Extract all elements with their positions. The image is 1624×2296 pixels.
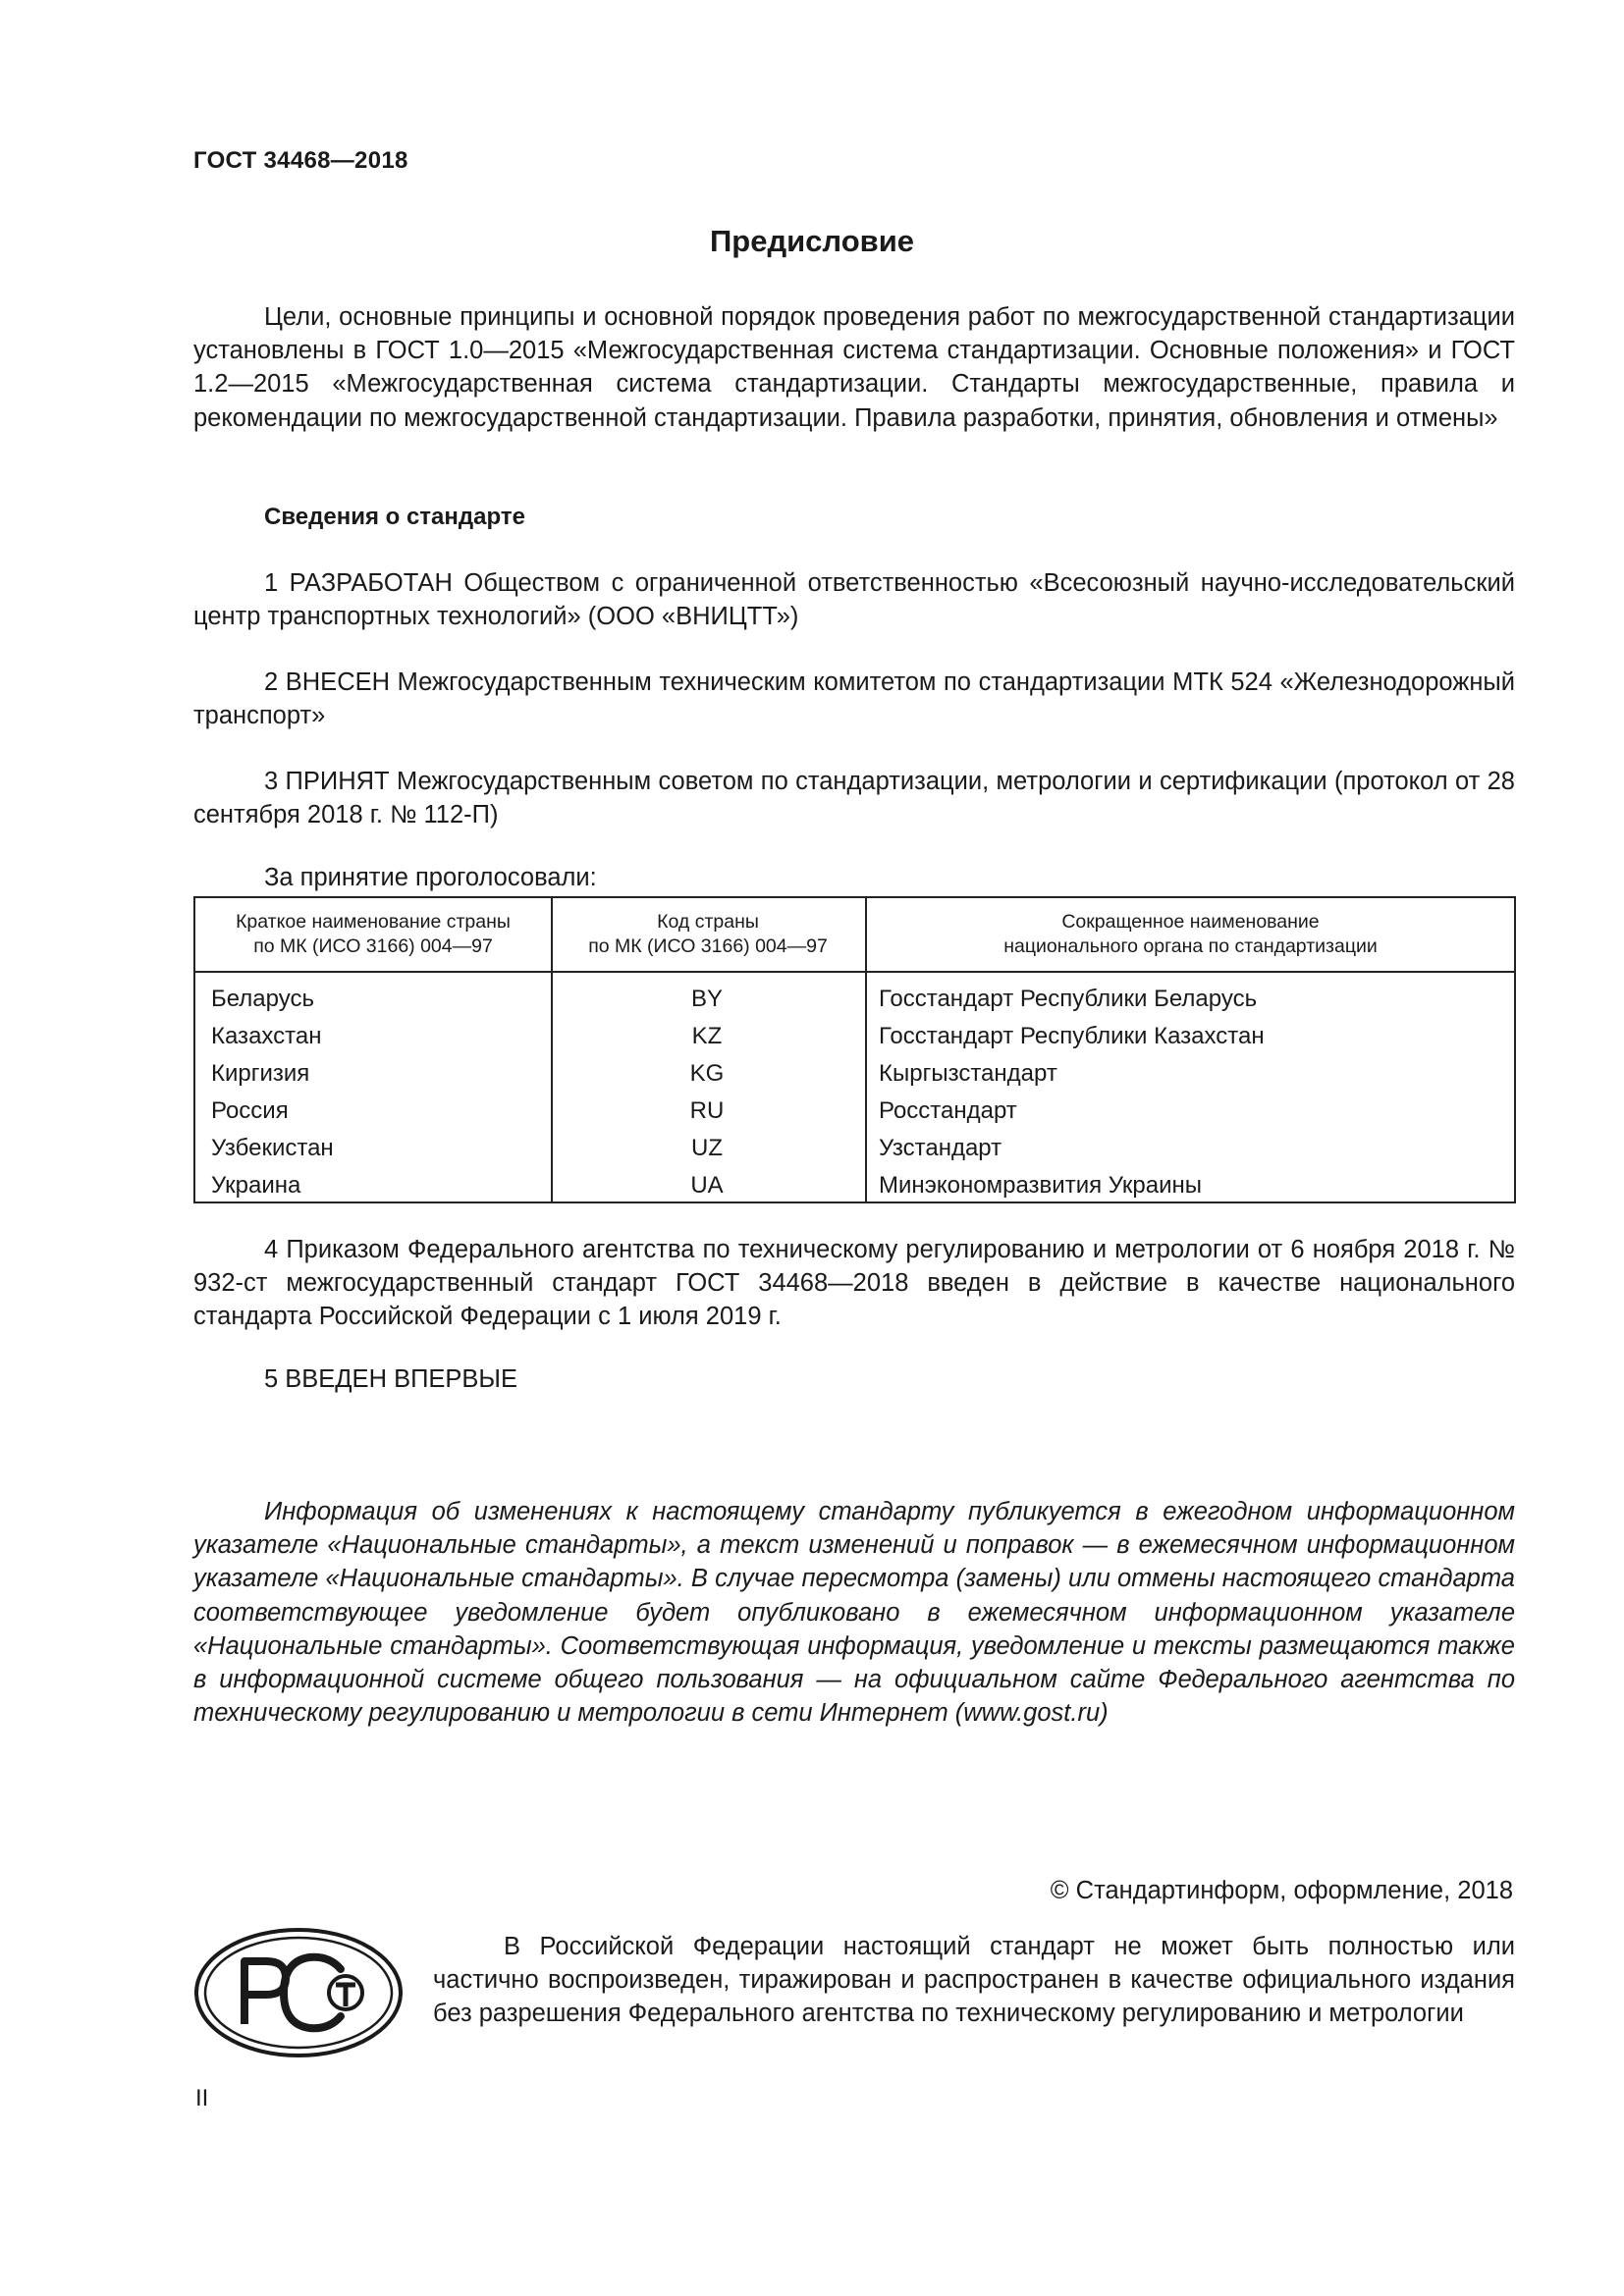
table-header-code-line1: Код страны — [657, 911, 759, 933]
intro-text: Цели, основные принципы и основной порядок проведения работ по межгосударственной стандартизации установлены в ГОСТ 1.0—2015 «Межгосударственная система стандартизации. Основные положения» и ГОСТ 1.2—2015 «Межгосударственная система стандартизации. Стандарты межгосударственные, правила и рекомендации по межгосударственной стандартизации. Правила разработки, принятия, обновления и отмены» — [193, 303, 1515, 432]
info-note-text: Информация об изменениях к настоящему стандарту публикуется в ежегодном информационном указателе «Национальные стандарты», а текст изменений и поправок — в ежемесячном информационном указателе «Национальные стандарты». В случае пересмотра (замены) или отмены настоящего стандарта соответствующее уведомление будет опубликовано в ежемесячном информационном указателе «Национальные стандарты». Соответствующая информация, уведомление и тексты размещаются также в информационной системе общего пользования — на официальном сайте Федерального агентства по техническому регулированию и метрологии в сети Интернет (www.gost.ru) — [193, 1498, 1515, 1728]
table-cell-code: UZ — [691, 1135, 723, 1161]
page-title: Предисловие — [709, 224, 914, 258]
intro-paragraph — [193, 300, 1515, 435]
table-header-code-line2: по МК (ИСО 3166) 004—97 — [588, 935, 828, 957]
table-row — [195, 1130, 1514, 1167]
table-cell-country: Узбекистан — [211, 1135, 334, 1161]
table-header-body — [865, 910, 1516, 959]
item-developed — [193, 566, 1515, 633]
table-row — [195, 1018, 1514, 1055]
standard-info-heading: Сведения о стандарте — [264, 504, 525, 530]
item-developed-text: 1 РАЗРАБОТАН Обществом с ограниченной ответственностью «Всесоюзный научно-исследовательский центр транспортных технологий» (ООО «ВНИЦТТ») — [193, 569, 1515, 631]
table-cell-country: Украина — [211, 1172, 301, 1199]
table-row — [195, 1093, 1514, 1130]
info-note — [193, 1495, 1515, 1730]
document-code: ГОСТ 34468—2018 — [193, 147, 408, 174]
copyright-notice: © Стандартинформ, оформление, 2018 — [1050, 1877, 1513, 1904]
rights-notice-text: В Российской Федерации настоящий стандарт не может быть полностью или частично воспроизведен, тиражирован и распространен в качестве официального издания без разрешения Федерального агентства по техническому регулированию и метрологии — [433, 1933, 1515, 2028]
voted-label: За принятие проголосовали: — [264, 864, 597, 891]
rst-certification-mark-icon — [193, 1926, 405, 2059]
table-cell-code: BY — [690, 986, 723, 1012]
table-cell-code: UA — [690, 1172, 724, 1199]
table-cell-country: Россия — [211, 1097, 289, 1124]
table-header-divider — [195, 971, 1514, 973]
table-cell-body: Узстандарт — [879, 1135, 1002, 1161]
item-enacted — [193, 1233, 1515, 1334]
item-introduced — [193, 666, 1515, 732]
table-row — [195, 981, 1514, 1018]
table-cell-body: Кыргызстандарт — [879, 1060, 1057, 1087]
table-header-country-line1: Краткое наименование страны — [236, 911, 511, 933]
table-cell-country: Киргизия — [211, 1060, 310, 1087]
table-cell-code: KZ — [691, 1023, 723, 1049]
table-header-code — [551, 910, 865, 959]
page-number: II — [195, 2085, 209, 2111]
table-header-body-line1: Сокращенное наименование — [1061, 911, 1320, 933]
table-cell-body: Росстандарт — [879, 1097, 1017, 1124]
item-adopted — [193, 765, 1515, 831]
table-cell-body: Минэкономразвития Украины — [879, 1172, 1203, 1199]
table-header-country — [195, 910, 551, 959]
table-cell-country: Казахстан — [211, 1023, 322, 1049]
rights-notice — [433, 1930, 1515, 2031]
item-enacted-text: 4 Приказом Федерального агентства по техническому регулированию и метрологии от 6 ноября 2018 г. № 932-ст межгосударственный стандарт ГОСТ 34468—2018 введен в действие в качестве национального стандарта Российской Федерации с 1 июля 2019 г. — [193, 1236, 1515, 1331]
table-cell-code: RU — [689, 1097, 725, 1124]
table-cell-country: Беларусь — [211, 986, 314, 1012]
table-header-country-line2: по МК (ИСО 3166) 004—97 — [253, 935, 493, 957]
table-row — [195, 1055, 1514, 1093]
voting-table — [193, 896, 1516, 1203]
table-cell-body: Госстандарт Республики Беларусь — [879, 986, 1258, 1012]
table-row — [195, 1167, 1514, 1204]
item-adopted-text: 3 ПРИНЯТ Межгосударственным советом по стандартизации, метрологии и сертификации (протокол от 28 сентября 2018 г. № 112-П) — [193, 768, 1515, 829]
table-cell-code: KG — [689, 1060, 725, 1087]
table-cell-body: Госстандарт Республики Казахстан — [879, 1023, 1265, 1049]
item-introduced-text: 2 ВНЕСЕН Межгосударственным техническим комитетом по стандартизации МТК 524 «Железнодорожный транспорт» — [193, 668, 1515, 730]
item-first: 5 ВВЕДЕН ВПЕРВЫЕ — [264, 1365, 518, 1393]
table-header-body-line2: национального органа по стандартизации — [1003, 935, 1378, 957]
